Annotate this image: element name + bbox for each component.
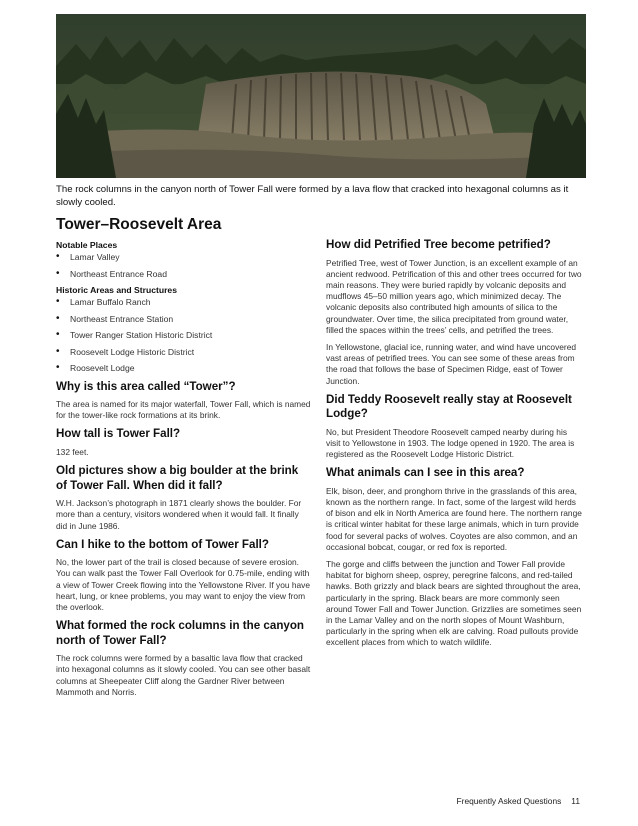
historic-areas-label: Historic Areas and Structures (56, 285, 177, 295)
notable-places-label: Notable Places (56, 240, 118, 250)
question-heading: How tall is Tower Fall? (56, 427, 181, 441)
section-title: Tower–Roosevelt Area (56, 216, 222, 233)
list-item: • Lamar Valley (56, 252, 312, 263)
historic-areas-list (56, 297, 312, 374)
page-footer (457, 796, 580, 806)
answer-text: The gorge and cliffs between the junction and Tower Fall provide habitat for bighorn sheep, osprey, peregrine falcons, and red-tailed hawks. Both grizzly and black bears are sighted throughout the area, particularly in the spring. Black bears are more commonly seen around Tower Fall and Tower Junction. Grizzlies are sometimes seen in the Lamar Valley and on the north slopes of Mount Washburn, particularly in the spring when elk are calving. Road pullouts provide excellent places from which to watch wildlife. (326, 559, 582, 648)
question-heading: Did Teddy Roosevelt really stay at Roosevelt Lodge? (326, 392, 572, 421)
question-heading: What formed the rock columns in the canyon north of Tower Fall? (56, 619, 305, 647)
answer-text: No, but President Theodore Roosevelt camped nearby during his visit to Yellowstone in 1903. The lodge opened in 1920. The area is registered as the Roosevelt Lodge Historic District. (326, 426, 575, 460)
list-item: • Lamar Buffalo Ranch (56, 297, 312, 308)
question-heading: What animals can I see in this area? (326, 466, 525, 480)
list-item: • Northeast Entrance Station (56, 314, 312, 325)
photo-illustration (56, 14, 586, 178)
question-heading: How did Petrified Tree become petrified? (326, 238, 551, 251)
list-item: • Roosevelt Lodge (56, 363, 312, 374)
answer-text: In Yellowstone, glacial ice, running water, and wind have uncovered vast areas of petrified trees. You can see some of these areas from the road that follows the base of Specimen Ridge, east of Tower Junction. (326, 341, 577, 386)
answer-text: 132 feet. (56, 446, 89, 457)
list-item: • Tower Ranger Station Historic District (56, 330, 312, 341)
basalt-columns-photo (56, 14, 586, 178)
photo-caption: The rock columns in the canyon north of Tower Fall were formed by a lava flow that cracked into hexagonal columns as it slowly cooled. (56, 184, 569, 208)
question-heading: Can I hike to the bottom of Tower Fall? (56, 537, 269, 551)
question-heading: Old pictures show a big boulder at the brink of Tower Fall. When did it fall? (56, 464, 299, 492)
answer-text: Petrified Tree, west of Tower Junction, is an excellent example of an ancient redwood. Petrification of this and other trees occurred for two main reasons. They were buried rapidly by volcanic deposits and mudflows 45–50 million years ago, which minimized decay. The volcanic deposits also contributed high amounts of silica to the groundwater. Over time, the silica precipitated from ground water, filled the spaces within the trees’ cells, and petrified the trees. (326, 257, 582, 335)
answer-text: W.H. Jackson’s photograph in 1871 clearly shows the boulder. For more than a century, visitors wondered when it would fall. It finally did in June 1986. (56, 498, 302, 531)
page-number: 11 (571, 796, 580, 806)
notable-places-list (56, 252, 312, 280)
answer-text: The rock columns were formed by a basaltic lava flow that cracked into hexagonal columns as it slowly cooled. You can see other basalt columns at Sheepeater Cliff along the Gardner River between Mammoth and Norris. (56, 653, 311, 697)
list-item: • Roosevelt Lodge Historic District (56, 347, 312, 358)
list-item: • Northeast Entrance Road (56, 269, 312, 280)
right-column (326, 238, 582, 655)
answer-text: The area is named for its major waterfall, Tower Fall, which is named for the tower-like rock formations at its brink. (56, 399, 311, 421)
question-heading: Why is this area called “Tower”? (56, 379, 236, 393)
answer-text: No, the lower part of the trail is closed because of severe erosion. You can walk past the Tower Fall Overlook for 0.75-mile, ending with a view of Tower Creek flowing into the Yellowstone River. If you have heart, lung, or knee problems, you may want to enjoy the view from the overlook. (56, 557, 311, 613)
footer-label: Frequently Asked Questions (456, 796, 562, 806)
answer-text: Elk, bison, deer, and pronghorn thrive in the grasslands of this area, known as the northern range. In fact, some of the largest wild herds of bison and elk in North America are found here. The northern range is critical winter habitat for these large animals, which in turn provide food for several packs of wolves. Coyotes are also common, and an occasional bobcat, cougar, or red fox is reported. (326, 485, 582, 552)
left-column (56, 238, 312, 704)
